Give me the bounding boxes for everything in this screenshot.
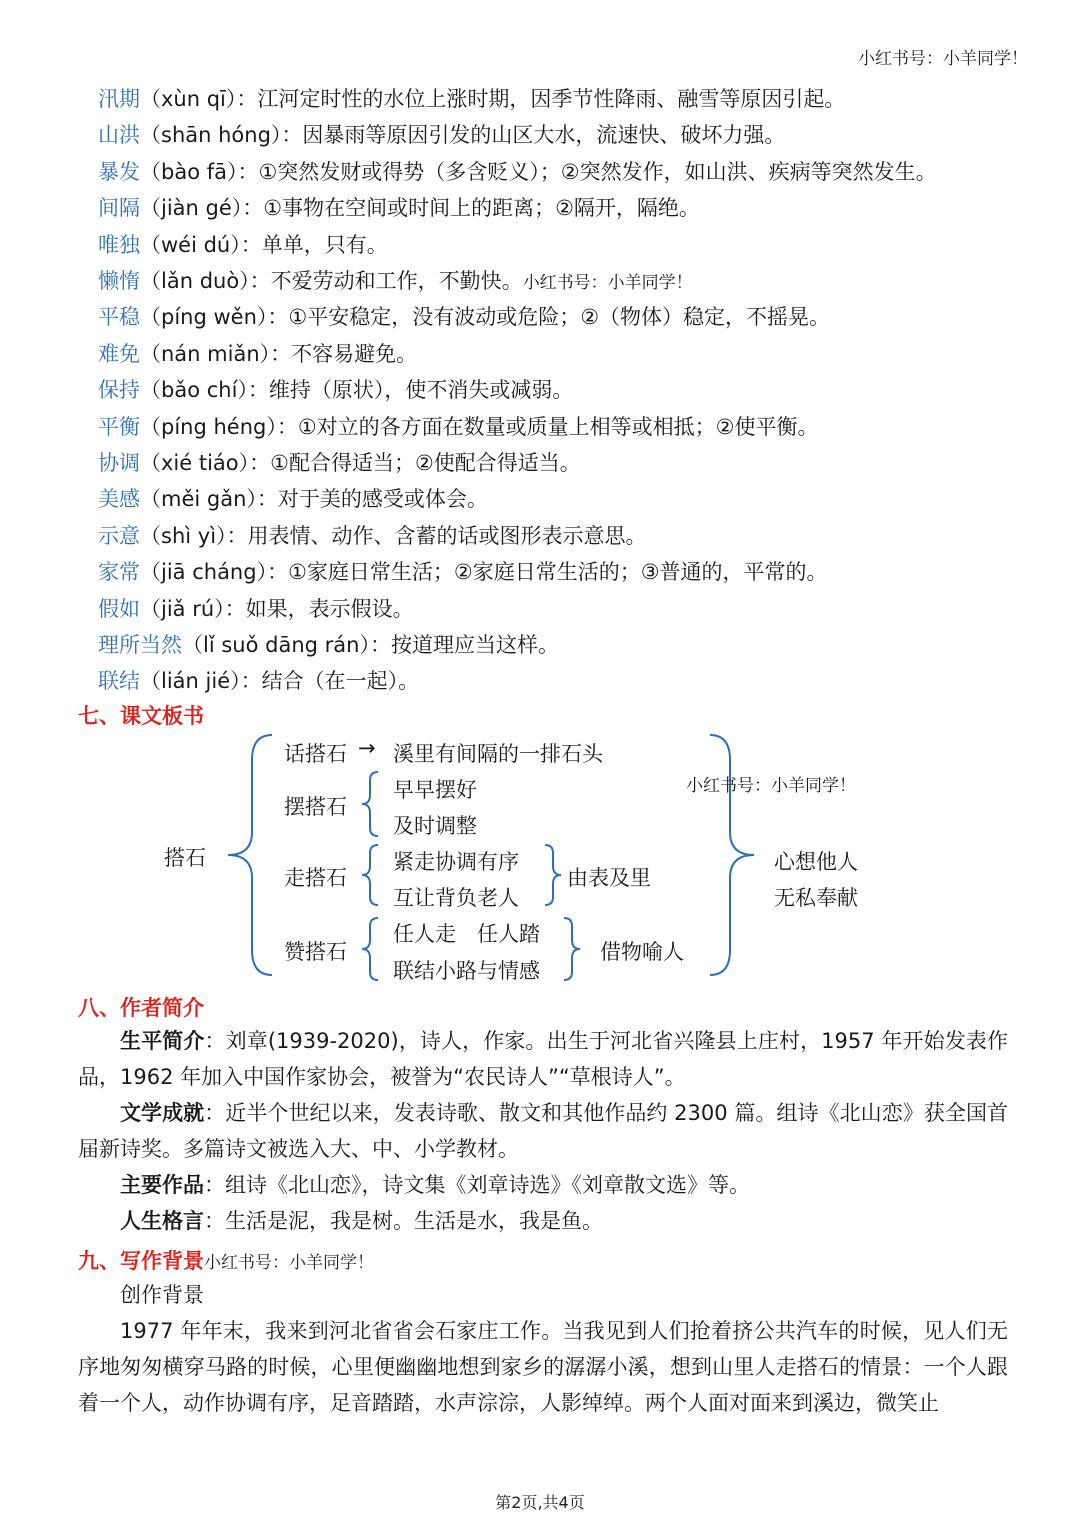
vocab-definition: （xié tiáo）：①配合得适当；②使配合得适当。 — [140, 451, 581, 475]
vocab-definition: （jiǎ rú）：如果，表示假设。 — [140, 596, 414, 621]
diagram-root: 搭石 — [164, 846, 206, 870]
watermark-inline: 小红书号：小羊同学！ — [522, 273, 693, 293]
branch-3-summary: 由表及里 — [567, 866, 651, 890]
vocab-word: 理所当然 — [98, 633, 182, 657]
vocab-definition: （píng héng）：①对立的各方面在数量或质量上相等或相抵；②使平衡。 — [140, 414, 819, 439]
vocab-word: 山洪 — [98, 123, 140, 148]
vocab-word: 假如 — [98, 596, 140, 621]
vocab-word: 懒惰 — [98, 269, 140, 293]
root-brace — [228, 735, 272, 975]
vocab-word: 汛期 — [98, 87, 140, 111]
vocab-word: 难免 — [98, 341, 140, 366]
vocab-definition: （nán miǎn）：不容易避免。 — [140, 341, 418, 366]
vocab-definition: （měi gǎn）：对于美的感受或体会。 — [140, 487, 488, 512]
branch-1-text: 溪里有间隔的一排石头 — [393, 742, 603, 766]
b4-brace — [362, 918, 378, 980]
vocab-word: 美感 — [98, 487, 140, 512]
branch-4-summary: 借物喻人 — [600, 940, 684, 964]
page-footer: 第2页,共4页 — [495, 1493, 585, 1512]
branch-2-item: 早早摆好 — [393, 778, 477, 802]
watermark-diagram: 小红书号：小羊同学！ — [686, 776, 856, 796]
watermark-header: 小红书号：小羊同学！ — [858, 49, 1028, 69]
author-item-label: 生平简介 — [120, 1029, 205, 1053]
author-item: 人生格言：生活是泥，我是树。生活是水，我是鱼。 — [120, 1209, 603, 1233]
branch-3-label: 走搭石 — [284, 866, 347, 890]
author-item-label: 人生格言 — [120, 1209, 204, 1233]
watermark-section: 小红书号：小羊同学！ — [204, 1253, 374, 1273]
branch-4-item: 联结小路与情感 — [393, 959, 540, 983]
vocab-definition: （shān hóng）：因暴雨等原因引发的山区大水，流速快、破坏力强。 — [140, 123, 786, 148]
vocab-definition: （píng wěn）：①平安稳定，没有波动或危险；②（物体）稳定，不摇晃。 — [140, 305, 831, 330]
vocab-definition: （wéi dú）：单单，只有。 — [140, 232, 388, 257]
vocab-word: 示意 — [98, 523, 140, 548]
arrow-right-icon: → — [358, 736, 376, 760]
vocab-word: 唯独 — [98, 232, 140, 257]
branch-1-label: 话搭石 — [284, 742, 347, 766]
author-item-text: 近半个世纪以来，发表诗歌、散文和其他作品约 2300 篇。组诗《北山恋》获全国首届新诗奖。多篇诗文被选入大、中、小学教材。 — [78, 1101, 1009, 1161]
author-item-label: 文学成就 — [120, 1101, 205, 1125]
branch-4-label: 赞搭石 — [284, 940, 347, 964]
vocab-word: 协调 — [98, 451, 140, 475]
background-subtitle: 创作背景 — [120, 1283, 204, 1307]
branch-2-item: 及时调整 — [393, 814, 477, 838]
author-item: 生平简介：刘章(1939-2020)，诗人，作家。出生于河北省兴隆县上庄村，1957 年开始发表作品，1962 年加入中国作家协会，被誉为“农民诗人”“草根诗人”。 — [78, 1029, 1009, 1089]
background-text — [78, 1277, 1008, 1421]
vocab-definition: （jiàn gé）：①事物在空间或时间上的距离；②隔开，隔绝。 — [140, 196, 700, 221]
vocab-word: 保持 — [98, 378, 140, 403]
vocab-word: 家常 — [98, 560, 140, 585]
vocab-definition: （shì yì）：用表情、动作、含蓄的话或图形表示意思。 — [140, 523, 647, 548]
vocab-definition: （xùn qī）：江河定时性的水位上涨时期，因季节性降雨、融雪等原因引起。 — [140, 87, 846, 111]
author-item-text: 刘章(1939-2020)，诗人，作家。出生于河北省兴隆县上庄村，1957 年开始发表作品，1962 年加入中国作家协会，被誉为“农民诗人”“草根诗人”。 — [78, 1029, 1009, 1089]
diagram-result: 心想他人 — [774, 850, 858, 874]
b2-brace — [362, 772, 378, 836]
author-item: 主要作品：组诗《北山恋》，诗文集《刘章诗选》《刘章散文选》等。 — [120, 1173, 750, 1197]
author-item-text: 组诗《北山恋》，诗文集《刘章诗选》《刘章散文选》等。 — [225, 1173, 750, 1197]
vocab-definition: （lián jié）：结合（在一起）。 — [140, 669, 420, 694]
vocab-word: 平稳 — [98, 305, 140, 330]
branch-4-item: 任人走 任人踏 — [393, 922, 540, 946]
b4-sum-brace — [564, 918, 580, 980]
vocab-definition: （bǎo chí）：维持（原状），使不消失或减弱。 — [140, 378, 574, 403]
vocab-definition: （lǐ suǒ dāng rán）：按道理应当这样。 — [182, 633, 559, 657]
vocab-word: 间隔 — [98, 196, 140, 221]
b3-sum-brace — [545, 845, 561, 905]
background-paragraph: 1977 年年末，我来到河北省省会石家庄工作。当我见到人们抢着挤公共汽车的时候，见人们无序地匆匆横穿马路的时候，心里便幽幽地想到家乡的潺潺小溪，想到山里人走搭石的情景：一个人跟着一个人，动作协调有序，足音踏踏，水声淙淙，人影绰绰。两个人面对面来到溪边，微笑止 — [78, 1319, 1008, 1415]
section-heading-author: 八、作者简介 — [78, 996, 204, 1020]
section-heading-blackboard: 七、课文板书 — [78, 704, 204, 728]
diagram-result: 无私奉献 — [774, 886, 858, 910]
vocab-word: 暴发 — [98, 159, 140, 184]
author-item: 文学成就：近半个世纪以来，发表诗歌、散文和其他作品约 2300 篇。组诗《北山恋》获全国首届新诗奖。多篇诗文被选入大、中、小学教材。 — [78, 1101, 1009, 1161]
branch-3-item: 紧走协调有序 — [393, 850, 519, 874]
branch-3-item: 互让背负老人 — [393, 886, 519, 910]
author-item-label: 主要作品 — [120, 1173, 204, 1197]
section-heading-background: 九、写作背景小红书号：小羊同学！ — [78, 1249, 374, 1273]
vocab-word: 联结 — [98, 669, 140, 694]
vocab-definition: （jiā cháng）：①家庭日常生活；②家庭日常生活的；③普通的，平常的。 — [140, 560, 828, 585]
vocab-definition: （bào fā）：①突然发财或得势（多含贬义）；②突然发作，如山洪、疾病等突然发生。 — [140, 159, 937, 184]
author-intro — [78, 1023, 1008, 1239]
author-item-text: 生活是泥，我是树。生活是水，我是鱼。 — [225, 1209, 603, 1233]
branch-2-label: 摆搭石 — [284, 795, 347, 819]
vocab-definition: （lǎn duò）：不爱劳动和工作，不勤快。 — [140, 269, 523, 293]
vocab-word: 平衡 — [98, 414, 140, 439]
b3-brace — [362, 845, 378, 905]
